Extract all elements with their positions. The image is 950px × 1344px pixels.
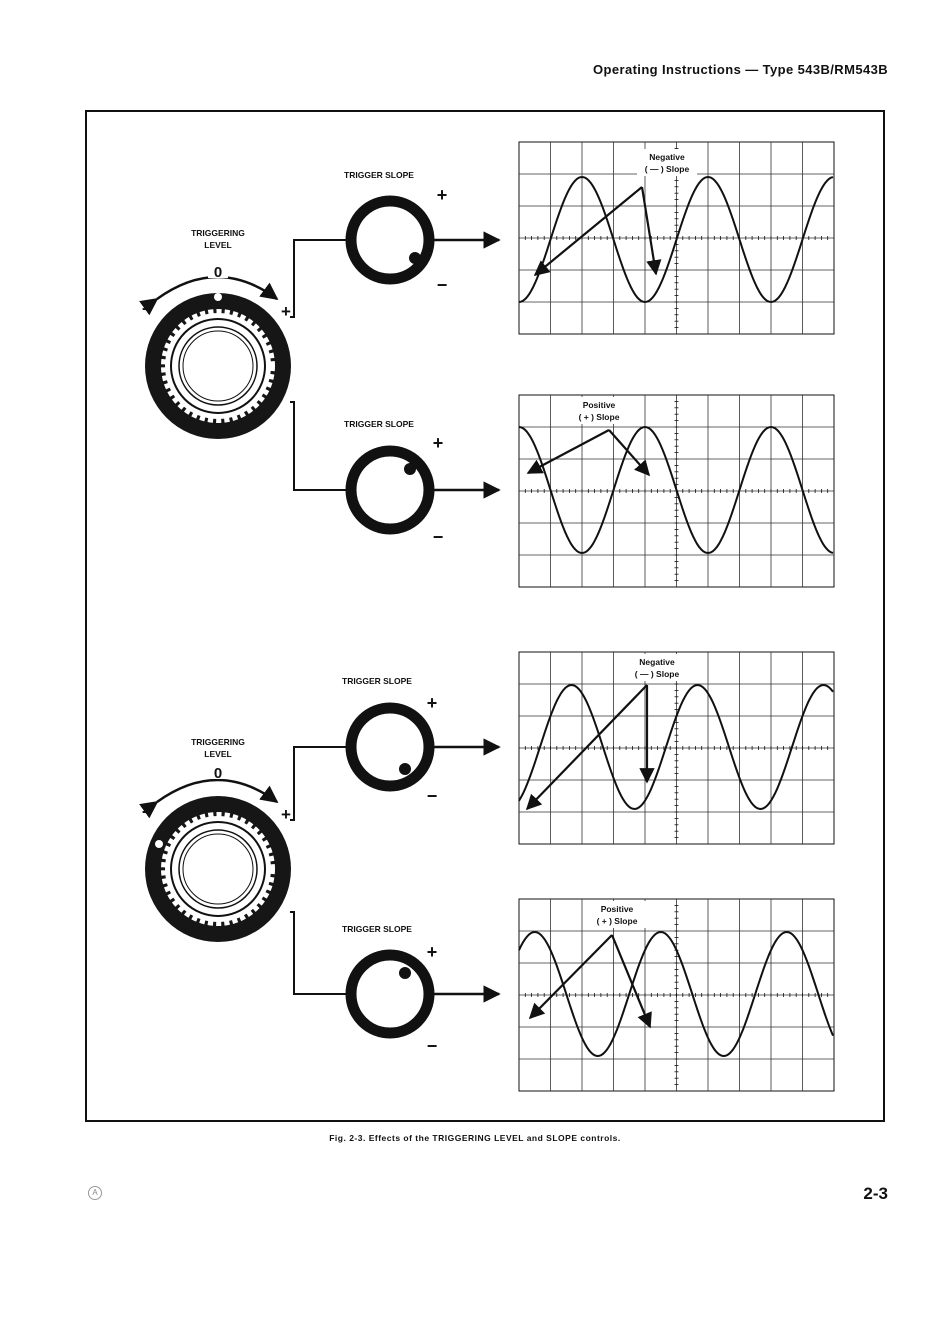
slope-annotation: ( + ) Slope bbox=[596, 916, 638, 926]
slope-indicator-dot bbox=[409, 252, 421, 264]
figure-frame bbox=[85, 110, 885, 1122]
slope-minus-mark: − bbox=[432, 527, 444, 547]
slope-indicator-dot bbox=[404, 463, 416, 475]
slope-annotation: Negative bbox=[649, 152, 685, 162]
level-indicator-dot bbox=[155, 840, 163, 848]
connector-line bbox=[290, 747, 346, 820]
level-minus-mark: − bbox=[141, 299, 153, 319]
page-number: 2-3 bbox=[863, 1184, 888, 1203]
trigger-slope-knob-4 bbox=[342, 924, 499, 1056]
slope-indicator-dot bbox=[399, 763, 411, 775]
trigger-slope-knob-3 bbox=[342, 676, 499, 806]
slope-annotation: Negative bbox=[639, 657, 675, 667]
slope-annotation: ( — ) Slope bbox=[644, 164, 690, 174]
trigger-slope-label: TRIGGER SLOPE bbox=[342, 924, 412, 934]
triggering-level-label: LEVEL bbox=[204, 749, 232, 759]
slope-plus-mark: + bbox=[426, 942, 438, 962]
slope-annotation: ( + ) Slope bbox=[578, 412, 620, 422]
slope-indicator-dot bbox=[399, 967, 411, 979]
level-zero-mark: 0 bbox=[213, 264, 223, 281]
slope-minus-mark: − bbox=[436, 275, 448, 295]
revision-mark: A bbox=[88, 1186, 102, 1200]
slope-annotation: ( — ) Slope bbox=[634, 669, 680, 679]
figure-illustration bbox=[87, 112, 887, 1124]
slope-plus-mark: + bbox=[426, 693, 438, 713]
slope-annotation: Positive bbox=[600, 904, 634, 914]
slope-plus-mark: + bbox=[432, 433, 444, 453]
oscilloscope-display-3 bbox=[519, 652, 834, 844]
triggering-level-knob bbox=[145, 293, 291, 439]
trigger-slope-label: TRIGGER SLOPE bbox=[344, 170, 414, 180]
trigger-slope-label: TRIGGER SLOPE bbox=[342, 676, 412, 686]
oscilloscope-display-2 bbox=[519, 395, 834, 587]
connector-line bbox=[290, 402, 346, 490]
level-plus-mark: + bbox=[281, 302, 291, 321]
slope-plus-mark: + bbox=[436, 185, 448, 205]
oscilloscope-display-1 bbox=[519, 142, 834, 334]
slope-annotation: Positive bbox=[582, 400, 616, 410]
triggering-level-knob bbox=[145, 796, 291, 942]
figure-caption: Fig. 2-3. Effects of the TRIGGERING LEVEL and SLOPE controls. bbox=[329, 1133, 621, 1143]
level-plus-mark: + bbox=[281, 805, 291, 824]
triggering-level-label: LEVEL bbox=[204, 240, 232, 250]
triggering-level-control-bottom bbox=[142, 737, 291, 942]
trigger-slope-label: TRIGGER SLOPE bbox=[344, 419, 414, 429]
triggering-level-control-top bbox=[142, 228, 291, 439]
triggering-level-label: TRIGGERING bbox=[191, 737, 245, 747]
running-head: Operating Instructions — Type 543B/RM543B bbox=[593, 62, 888, 77]
connector-line bbox=[290, 240, 346, 317]
slope-minus-mark: − bbox=[426, 786, 438, 806]
level-indicator-dot bbox=[214, 293, 222, 301]
oscilloscope-display-4 bbox=[519, 899, 834, 1091]
level-minus-mark: − bbox=[141, 802, 153, 822]
trigger-slope-knob-2 bbox=[344, 419, 499, 547]
trigger-slope-knob-1 bbox=[344, 170, 499, 295]
level-zero-mark: 0 bbox=[213, 765, 223, 782]
connector-line bbox=[290, 912, 346, 994]
triggering-level-label: TRIGGERING bbox=[191, 228, 245, 238]
slope-minus-mark: − bbox=[426, 1036, 438, 1056]
